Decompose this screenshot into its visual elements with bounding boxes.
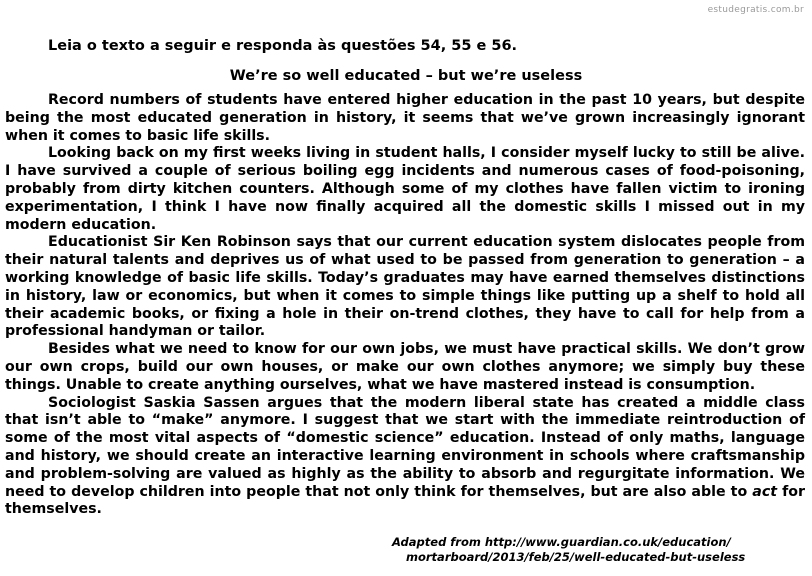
- paragraph-5-text: Sociologist Saskia Sassen argues that the modern liberal state has created a middle class that isn’t able to “make” anymore. I suggest that we start with the immediate reintroduction of some of the most vital aspects of “domestic science” education. Instead of only maths, language and history, we should create an interactive learning environment in schools where craftsmanship and problem-solving are valued as highly as the ability to absorb and regurgitate information. We need to develop children into people that not only think for themselves, but are also able to: [5, 394, 805, 500]
- instruction-text: Leia o texto a seguir e responda às questões 54, 55 e 56.: [48, 38, 518, 54]
- paragraph-4: Besides what we need to know for our own jobs, we must have practical skills. We don’t grow our own crops, build our own houses, or make our own clothes anymore; we simply buy these things. Unable to create anything ourselves, what we have mastered instead is consumption.: [5, 341, 805, 393]
- paragraph-2: Looking back on my first weeks living in student halls, I consider myself lucky to still be alive. I have survived a couple of serious boiling egg incidents and numerous cases of food-poisoning, probably from dirty kitchen counters. Although some of my clothes have fallen victim to ironing experimentation, I think I have now finally acquired all the domestic skills I missed out in my modern education.: [5, 145, 805, 233]
- paragraph-5: [5, 395, 805, 520]
- paragraph-3: Educationist Sir Ken Robinson says that our current education system dislocates people from their natural talents and deprives us of what used to be passed from generation to generation – a working knowledge of basic life skills. Today’s graduates may have earned themselves distinctions in history, law or economics, but when it comes to simple things like putting up a shelf to hold all their academic books, or fixing a hole in their on-trend clothes, they have to call for help from a professional handyman or tailor.: [5, 234, 805, 340]
- paragraph-1: Record numbers of students have entered higher education in the past 10 years, but despite being the most educated generation in history, it seems that we’ve grown increasingly ignorant when it comes to basic life skills.: [5, 92, 805, 144]
- source-line-1: Adapted from http://www.guardian.co.uk/education/: [392, 535, 731, 549]
- paragraph-5-tail: for themselves.: [5, 483, 805, 518]
- source-line-2: mortarboard/2013/feb/25/well-educated-but-useless: [406, 550, 746, 564]
- emphasis-act: act: [752, 483, 778, 500]
- watermark: estudegratis.com.br: [707, 5, 804, 15]
- source-citation: [392, 535, 745, 565]
- article-title: We’re so well educated – but we’re useless: [229, 68, 583, 84]
- article-body: [5, 92, 805, 519]
